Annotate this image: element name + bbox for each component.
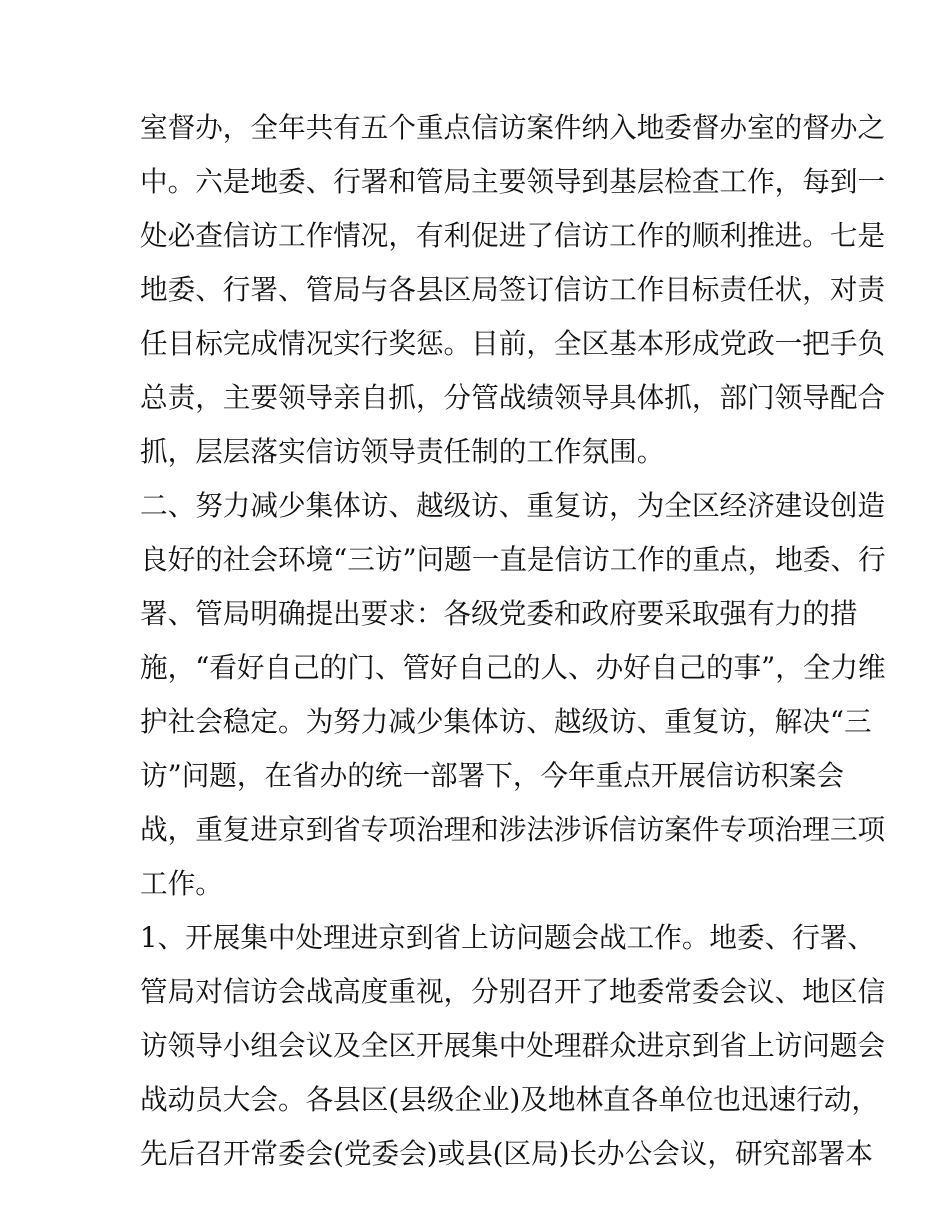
text-line: 战动员大会。各县区(县级企业)及地林直各单位也迅速行动，	[140, 1083, 879, 1116]
text-line: 管局对信访会战高度重视，分别召开了地委常委会议、地区信	[140, 975, 886, 1008]
text-line: 访领导小组会议及全区开展集中处理群众进京到省上访问题会	[140, 1029, 886, 1062]
text-line: 署、管局明确提出要求：各级党委和政府要采取强有力的措	[140, 597, 858, 630]
text-line: 先后召开常委会(党委会)或县(区局)长办公会议，研究部署本	[140, 1137, 873, 1170]
text-line: 总责，主要领导亲自抓，分管战绩领导具体抓，部门领导配合	[140, 381, 886, 414]
text-line: 中。六是地委、行署和管局主要领导到基层检查工作，每到一	[140, 165, 886, 198]
text-line: 任目标完成情况实行奖惩。目前，全区基本形成党政一把手负	[140, 327, 886, 360]
text-line: 施，“看好自己的门、管好自己的人、办好自己的事”，全力维	[140, 651, 886, 684]
text-line: 战，重复进京到省专项治理和涉法涉诉信访案件专项治理三项	[140, 813, 886, 846]
subsection-heading-line: 1、开展集中处理进京到省上访问题会战工作。地委、行署、	[140, 921, 875, 954]
text-line: 处必查信访工作情况，有利促进了信访工作的顺利推进。七是	[140, 219, 886, 252]
text-line: 抓，层层落实信访领导责任制的工作氛围。	[140, 435, 665, 468]
text-line: 工作。	[140, 867, 223, 900]
section-heading-line: 二、努力减少集体访、越级访、重复访，为全区经济建设创造	[140, 489, 886, 522]
text-line: 良好的社会环境“三访”问题一直是信访工作的重点，地委、行	[140, 543, 886, 576]
text-line: 访”问题，在省办的统一部署下，今年重点开展信访积案会	[140, 759, 844, 792]
text-line: 地委、行署、管局与各县区局签订信访工作目标责任状，对责	[140, 273, 886, 306]
text-line: 室督办，全年共有五个重点信访案件纳入地委督办室的督办之	[140, 111, 886, 144]
text-line: 护社会稳定。为努力减少集体访、越级访、重复访，解决“三	[140, 705, 872, 738]
